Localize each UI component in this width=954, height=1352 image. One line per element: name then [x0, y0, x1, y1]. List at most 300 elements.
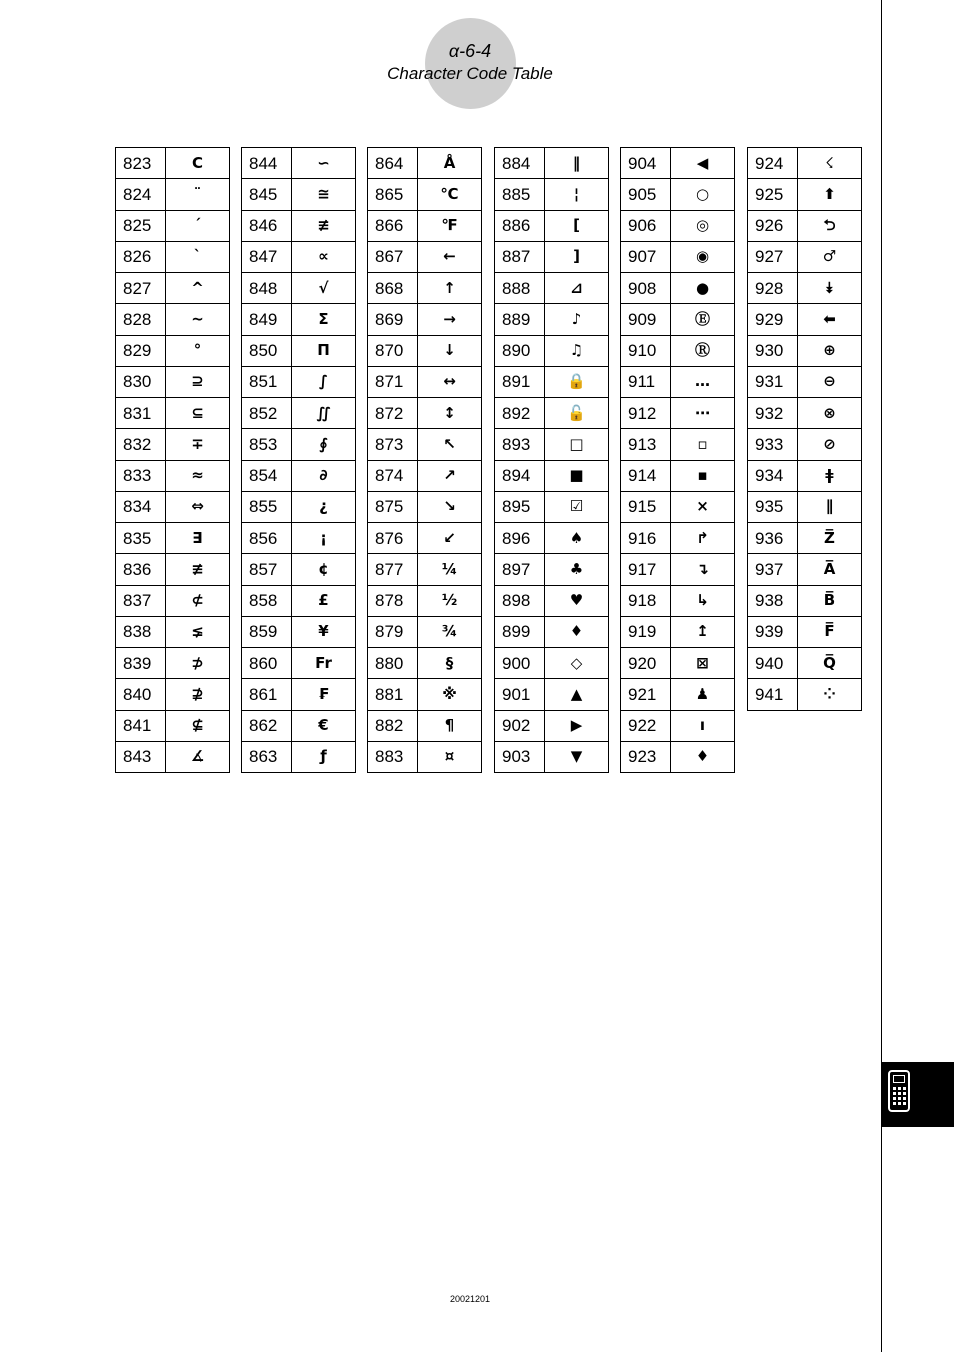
char-code: 831 — [116, 398, 166, 429]
char-glyph: ≅ — [292, 179, 356, 210]
table-row — [368, 304, 482, 335]
char-code: 918 — [621, 585, 671, 616]
char-glyph: ∂ — [292, 460, 356, 491]
char-glyph: ⊠ — [671, 648, 735, 679]
code-table-5 — [620, 147, 735, 773]
char-glyph: A̅ — [798, 554, 862, 585]
char-glyph: ∡ — [166, 741, 230, 772]
table-row — [621, 179, 735, 210]
table-row — [495, 179, 609, 210]
page-title: Character Code Table — [387, 64, 553, 83]
table-row — [116, 304, 230, 335]
char-glyph: ℉ — [418, 210, 482, 241]
char-glyph: ● — [671, 273, 735, 304]
table-row — [495, 523, 609, 554]
char-code: 879 — [368, 616, 418, 647]
table-row — [116, 554, 230, 585]
char-glyph: ♂ — [798, 241, 862, 272]
char-code: 859 — [242, 616, 292, 647]
char-glyph: ⊆ — [166, 398, 230, 429]
table-row — [242, 273, 356, 304]
char-code: 871 — [368, 366, 418, 397]
table-row — [368, 148, 482, 179]
table-row — [621, 648, 735, 679]
table-row — [621, 523, 735, 554]
char-glyph: ♠ — [545, 523, 609, 554]
char-glyph: ǂ — [798, 460, 862, 491]
char-glyph: ♪ — [545, 304, 609, 335]
table-row — [116, 335, 230, 366]
table-row — [242, 585, 356, 616]
char-code: 858 — [242, 585, 292, 616]
char-glyph: ∥ — [798, 491, 862, 522]
table-row — [368, 429, 482, 460]
char-glyph: Ⓔ — [671, 304, 735, 335]
table-row — [621, 741, 735, 772]
table-row — [242, 460, 356, 491]
char-glyph: ∫ — [292, 366, 356, 397]
char-glyph: ⊈ — [166, 710, 230, 741]
table-row — [495, 554, 609, 585]
char-glyph: ½ — [418, 585, 482, 616]
char-code: 877 — [368, 554, 418, 585]
table-row — [621, 710, 735, 741]
table-row — [621, 585, 735, 616]
char-glyph: ▶ — [545, 710, 609, 741]
margin-rule — [881, 0, 882, 1352]
table-row — [242, 148, 356, 179]
char-code: 915 — [621, 491, 671, 522]
char-glyph: ▫ — [671, 429, 735, 460]
char-code: 941 — [748, 679, 798, 710]
char-glyph: ◉ — [671, 241, 735, 272]
table-row — [748, 679, 862, 710]
char-code: 936 — [748, 523, 798, 554]
char-glyph: ≢ — [292, 210, 356, 241]
char-glyph: ■ — [545, 460, 609, 491]
char-glyph: … — [671, 366, 735, 397]
table-row — [495, 210, 609, 241]
char-code: 833 — [116, 460, 166, 491]
table-row — [495, 648, 609, 679]
table-row — [116, 616, 230, 647]
table-row — [116, 460, 230, 491]
char-code: 916 — [621, 523, 671, 554]
char-code: 899 — [495, 616, 545, 647]
char-glyph: ∓ — [166, 429, 230, 460]
char-code: 901 — [495, 679, 545, 710]
char-code: 851 — [242, 366, 292, 397]
char-glyph: Σ — [292, 304, 356, 335]
char-code: 865 — [368, 179, 418, 210]
char-glyph: ↗ — [418, 460, 482, 491]
char-glyph: ○ — [671, 179, 735, 210]
char-glyph: Z̅ — [798, 523, 862, 554]
table-row — [748, 210, 862, 241]
table-row — [242, 710, 356, 741]
char-code: 882 — [368, 710, 418, 741]
char-code: 912 — [621, 398, 671, 429]
code-table-3 — [367, 147, 482, 773]
table-row — [748, 148, 862, 179]
table-row — [116, 679, 230, 710]
char-glyph: ∮ — [292, 429, 356, 460]
char-code: 919 — [621, 616, 671, 647]
char-glyph: ‖ — [545, 148, 609, 179]
table-row — [495, 585, 609, 616]
table-row — [748, 366, 862, 397]
char-glyph: ▲ — [545, 679, 609, 710]
char-code: 938 — [748, 585, 798, 616]
char-glyph: ⊕ — [798, 335, 862, 366]
char-code: 861 — [242, 679, 292, 710]
table-row — [748, 648, 862, 679]
table-row — [621, 616, 735, 647]
table-row — [495, 273, 609, 304]
table-row — [748, 241, 862, 272]
char-code: 928 — [748, 273, 798, 304]
char-code: 874 — [368, 460, 418, 491]
char-code: 828 — [116, 304, 166, 335]
char-glyph: ♣ — [545, 554, 609, 585]
char-glyph: ↑ — [418, 273, 482, 304]
char-glyph: ₣ — [292, 679, 356, 710]
char-code: 921 — [621, 679, 671, 710]
table-row — [368, 335, 482, 366]
table-row — [242, 523, 356, 554]
table-row — [621, 491, 735, 522]
char-glyph: ⊘ — [798, 429, 862, 460]
char-code: 838 — [116, 616, 166, 647]
char-code: 837 — [116, 585, 166, 616]
char-glyph: ⊅ — [166, 648, 230, 679]
char-glyph: ⁘ — [798, 679, 862, 710]
char-glyph: ` — [166, 241, 230, 272]
table-row — [748, 335, 862, 366]
char-code: 876 — [368, 523, 418, 554]
char-glyph: ⋯ — [671, 398, 735, 429]
char-code: 920 — [621, 648, 671, 679]
table-row — [116, 523, 230, 554]
char-code: 867 — [368, 241, 418, 272]
char-code: 926 — [748, 210, 798, 241]
table-row — [621, 335, 735, 366]
char-code: 890 — [495, 335, 545, 366]
char-glyph: ⯯ — [798, 273, 862, 304]
table-row — [495, 304, 609, 335]
char-glyph: ⊉ — [166, 679, 230, 710]
code-table-6 — [747, 147, 862, 711]
char-glyph: ∃ — [166, 523, 230, 554]
char-glyph: ƒ — [292, 741, 356, 772]
char-code: 887 — [495, 241, 545, 272]
char-glyph: 🔓 — [545, 398, 609, 429]
table-row — [368, 241, 482, 272]
table-row — [242, 648, 356, 679]
char-glyph: C — [166, 148, 230, 179]
char-glyph: € — [292, 710, 356, 741]
char-code: 932 — [748, 398, 798, 429]
char-code: 873 — [368, 429, 418, 460]
char-code: 850 — [242, 335, 292, 366]
char-glyph: □ — [545, 429, 609, 460]
char-code: 898 — [495, 585, 545, 616]
char-glyph: ⬆ — [798, 179, 862, 210]
table-row — [116, 210, 230, 241]
table-row — [368, 679, 482, 710]
char-glyph: Å — [418, 148, 482, 179]
char-glyph: ▪ — [671, 460, 735, 491]
char-glyph: ☇ — [798, 148, 862, 179]
table-row — [495, 429, 609, 460]
char-glyph: Q̅ — [798, 648, 862, 679]
table-row — [116, 710, 230, 741]
char-code: 903 — [495, 741, 545, 772]
table-row — [242, 398, 356, 429]
char-code: 929 — [748, 304, 798, 335]
char-glyph: ¡ — [292, 523, 356, 554]
char-code: 904 — [621, 148, 671, 179]
char-code: 880 — [368, 648, 418, 679]
char-glyph: ◎ — [671, 210, 735, 241]
char-code: 935 — [748, 491, 798, 522]
char-code: 832 — [116, 429, 166, 460]
char-code: 933 — [748, 429, 798, 460]
char-code: 927 — [748, 241, 798, 272]
table-row — [748, 491, 862, 522]
table-row — [748, 460, 862, 491]
table-row — [242, 335, 356, 366]
char-glyph: ↥ — [671, 616, 735, 647]
table-row — [116, 241, 230, 272]
char-glyph: ∽ — [292, 148, 356, 179]
char-code: 869 — [368, 304, 418, 335]
char-code: 868 — [368, 273, 418, 304]
char-code: 884 — [495, 148, 545, 179]
char-glyph: ⪇ — [166, 616, 230, 647]
table-row — [242, 429, 356, 460]
char-code: 908 — [621, 273, 671, 304]
char-code: 853 — [242, 429, 292, 460]
table-row — [368, 554, 482, 585]
char-code: 888 — [495, 273, 545, 304]
char-glyph: ↴ — [671, 554, 735, 585]
table-row — [495, 491, 609, 522]
table-row — [495, 679, 609, 710]
code-table-4 — [494, 147, 609, 773]
char-glyph: Π — [292, 335, 356, 366]
char-code: 844 — [242, 148, 292, 179]
char-code: 934 — [748, 460, 798, 491]
char-code: 870 — [368, 335, 418, 366]
char-code: 872 — [368, 398, 418, 429]
table-row — [748, 429, 862, 460]
char-glyph: ] — [545, 241, 609, 272]
char-glyph: ⊖ — [798, 366, 862, 397]
char-code: 829 — [116, 335, 166, 366]
char-code: 939 — [748, 616, 798, 647]
char-glyph: ☑ — [545, 491, 609, 522]
table-row — [116, 491, 230, 522]
char-code: 875 — [368, 491, 418, 522]
char-code: 847 — [242, 241, 292, 272]
table-row — [116, 398, 230, 429]
table-row — [242, 210, 356, 241]
table-row — [368, 398, 482, 429]
table-row — [621, 210, 735, 241]
table-row — [621, 241, 735, 272]
char-glyph: ⇔ — [166, 491, 230, 522]
char-code: 913 — [621, 429, 671, 460]
table-row — [368, 273, 482, 304]
char-code: 937 — [748, 554, 798, 585]
char-code: 905 — [621, 179, 671, 210]
table-row — [621, 366, 735, 397]
char-code: 852 — [242, 398, 292, 429]
table-row — [242, 741, 356, 772]
char-glyph: 🔒 — [545, 366, 609, 397]
char-code: 897 — [495, 554, 545, 585]
char-code: 864 — [368, 148, 418, 179]
table-row — [621, 148, 735, 179]
char-code: 860 — [242, 648, 292, 679]
table-row — [116, 179, 230, 210]
table-row — [368, 741, 482, 772]
char-code: 849 — [242, 304, 292, 335]
char-glyph: ¢ — [292, 554, 356, 585]
calculator-icon — [888, 1070, 910, 1112]
char-code: 834 — [116, 491, 166, 522]
char-code: 839 — [116, 648, 166, 679]
table-row — [621, 460, 735, 491]
char-glyph: ♦ — [671, 741, 735, 772]
char-code: 925 — [748, 179, 798, 210]
char-glyph: ♟ — [671, 679, 735, 710]
char-code: 906 — [621, 210, 671, 241]
table-row — [368, 523, 482, 554]
char-code: 830 — [116, 366, 166, 397]
char-glyph: × — [671, 491, 735, 522]
footer-code: 20021201 — [449, 1294, 491, 1304]
char-glyph: ¦ — [545, 179, 609, 210]
char-glyph: ↖ — [418, 429, 482, 460]
table-row — [748, 398, 862, 429]
table-row — [621, 679, 735, 710]
char-glyph: ↕ — [418, 398, 482, 429]
char-code: 854 — [242, 460, 292, 491]
char-code: 910 — [621, 335, 671, 366]
char-glyph: ⊿ — [545, 273, 609, 304]
char-code: 826 — [116, 241, 166, 272]
char-glyph: ♥ — [545, 585, 609, 616]
char-code: 940 — [748, 648, 798, 679]
table-row — [368, 491, 482, 522]
table-row — [368, 210, 482, 241]
char-glyph: Ⓡ — [671, 335, 735, 366]
char-glyph: ♫ — [545, 335, 609, 366]
char-code: 891 — [495, 366, 545, 397]
char-code: 886 — [495, 210, 545, 241]
char-code: 878 — [368, 585, 418, 616]
char-code: 881 — [368, 679, 418, 710]
table-row — [495, 460, 609, 491]
char-code: 863 — [242, 741, 292, 772]
char-code: 857 — [242, 554, 292, 585]
char-code: 835 — [116, 523, 166, 554]
char-code: 917 — [621, 554, 671, 585]
char-code: 896 — [495, 523, 545, 554]
table-row — [242, 304, 356, 335]
table-row — [621, 398, 735, 429]
char-code: 895 — [495, 491, 545, 522]
char-glyph: ı — [671, 710, 735, 741]
char-glyph: ∝ — [292, 241, 356, 272]
table-row — [748, 523, 862, 554]
char-code: 846 — [242, 210, 292, 241]
char-code: 893 — [495, 429, 545, 460]
char-glyph: ← — [418, 241, 482, 272]
char-code: 930 — [748, 335, 798, 366]
char-glyph: ⊄ — [166, 585, 230, 616]
table-row — [495, 616, 609, 647]
char-glyph: ↔ — [418, 366, 482, 397]
char-code: 902 — [495, 710, 545, 741]
table-row — [116, 741, 230, 772]
char-glyph: ℃ — [418, 179, 482, 210]
table-row — [116, 648, 230, 679]
char-glyph: F̅ — [798, 616, 862, 647]
side-tab[interactable] — [882, 1062, 954, 1127]
char-glyph: ※ — [418, 679, 482, 710]
char-code: 889 — [495, 304, 545, 335]
char-glyph: Fr — [292, 648, 356, 679]
char-glyph: ´ — [166, 210, 230, 241]
char-code: 885 — [495, 179, 545, 210]
char-glyph: ↓ — [418, 335, 482, 366]
table-row — [748, 616, 862, 647]
table-row — [242, 491, 356, 522]
table-row — [368, 366, 482, 397]
table-row — [368, 710, 482, 741]
table-row — [242, 179, 356, 210]
char-code: 866 — [368, 210, 418, 241]
table-row — [242, 554, 356, 585]
table-row — [368, 648, 482, 679]
char-code: 883 — [368, 741, 418, 772]
table-row — [368, 585, 482, 616]
table-row — [621, 429, 735, 460]
table-row — [621, 273, 735, 304]
char-glyph: ↱ — [671, 523, 735, 554]
char-glyph: ¥ — [292, 616, 356, 647]
table-row — [242, 366, 356, 397]
char-glyph: ↘ — [418, 491, 482, 522]
table-row — [748, 554, 862, 585]
char-glyph: ⮌ — [798, 210, 862, 241]
table-row — [242, 679, 356, 710]
table-row — [495, 398, 609, 429]
char-code: 843 — [116, 741, 166, 772]
char-glyph: B̅ — [798, 585, 862, 616]
char-glyph: ¿ — [292, 491, 356, 522]
table-row — [495, 710, 609, 741]
char-glyph: § — [418, 648, 482, 679]
char-glyph: ↳ — [671, 585, 735, 616]
table-row — [368, 179, 482, 210]
table-row — [368, 616, 482, 647]
char-glyph: [ — [545, 210, 609, 241]
char-glyph: ▼ — [545, 741, 609, 772]
